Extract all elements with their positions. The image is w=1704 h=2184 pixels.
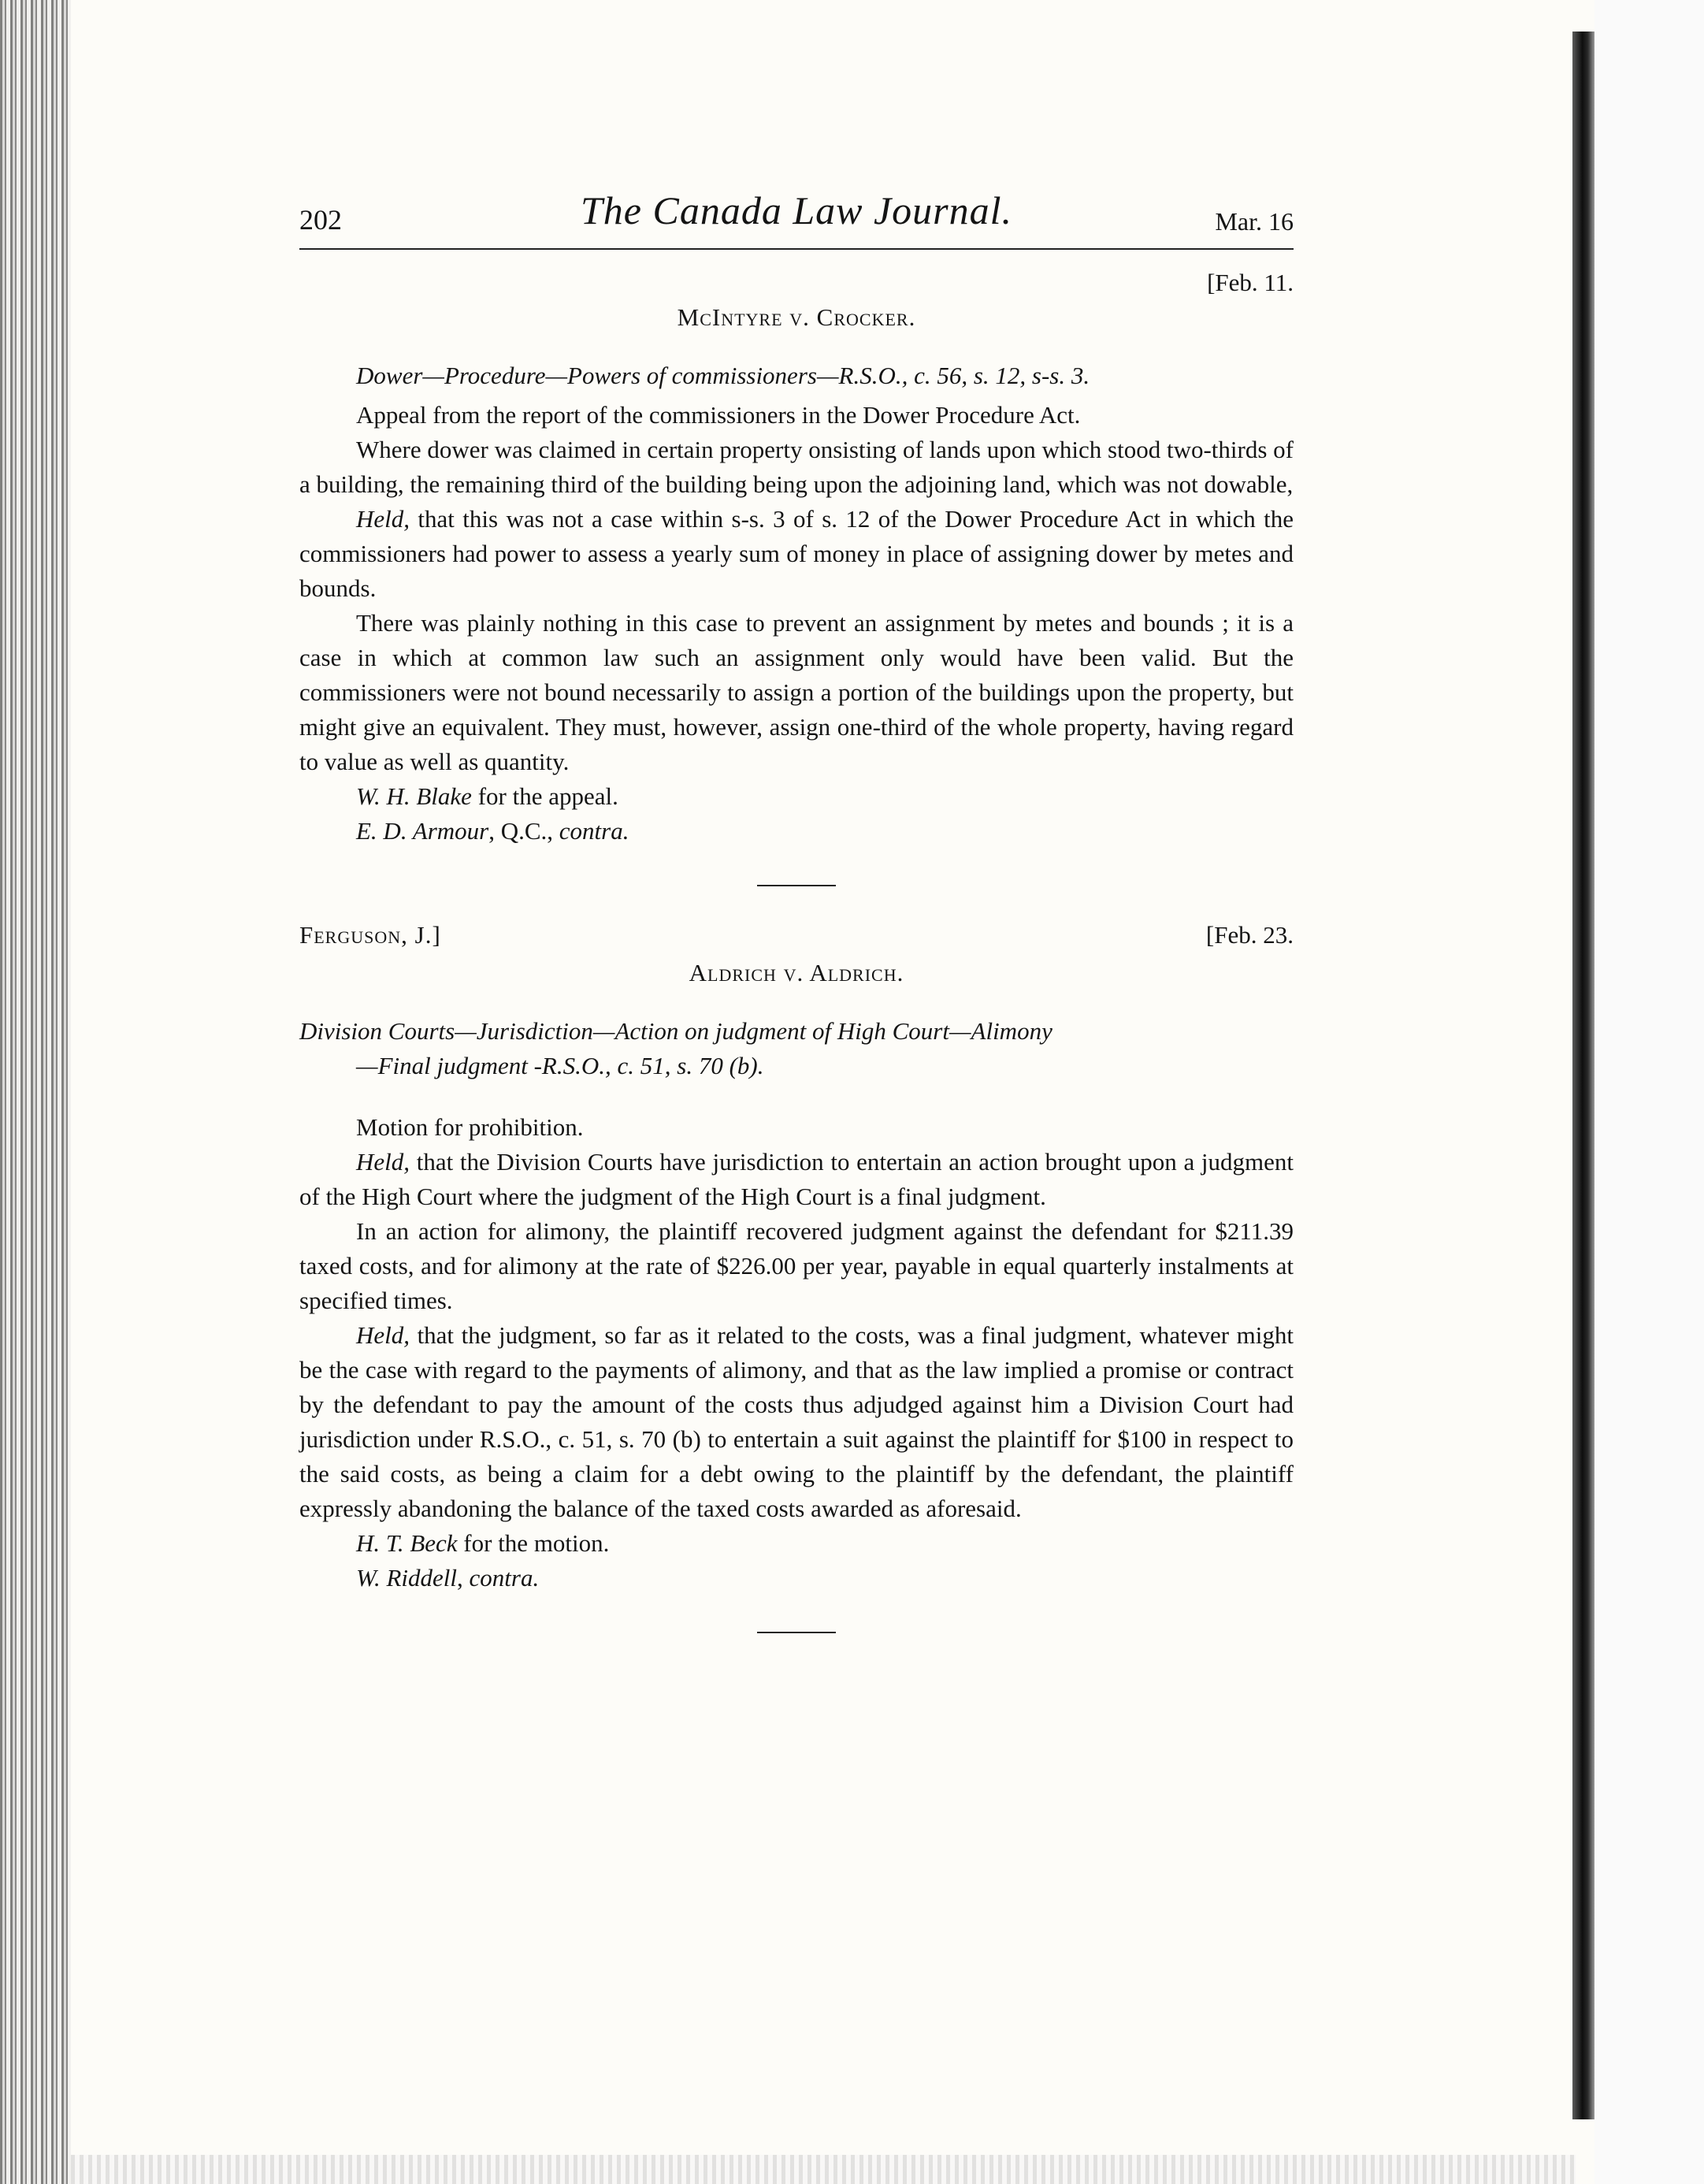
journal-title: The Canada Law Journal. (580, 188, 1013, 232)
case1-title: McIntyre v. Crocker. (677, 303, 916, 331)
case1-holding: that this was not a case within s-s. 3 of s. 12 of the Dower Procedure Act in which the commissioners had power to assess a yearly sum of money in place of assigning dower by metes and bounds. (299, 505, 1294, 602)
case1-headnote: Dower—Procedure—Powers of commissioners—R.S.O., c. 56, s. 12, s-s. 3. (356, 362, 1090, 389)
held-label: Held, (356, 1321, 410, 1349)
scan-page-edge (1572, 32, 1594, 2119)
case2-headnote-line1: Division Courts—Jurisdiction—Action on judgment of High Court—Alimony (299, 1017, 1052, 1045)
case2-title: Aldrich v. Aldrich. (689, 959, 904, 986)
case2-para-4: Held, that the judgment, so far as it related to the costs, was a final judgment, whatever might be the case with regard to the payments of alimony, and that as the law implied a promise or contract by the defendant to pay the amount of the costs thus adjudged against him a Division Court had jurisdiction under R.S.O., c. 51, s. 70 (b) to entertain a suit against the plaintiff for $100 in respect to the said costs, as being a claim for a debt owing to the plaintiff by the defendant, the plaintiff expressly abandoning the balance of the taxed costs awarded as aforesaid. (299, 1321, 1294, 1522)
counsel-name: E. D. Armour (356, 817, 489, 845)
case1-counsel-2: E. D. Armour, Q.C., contra. (356, 817, 629, 845)
end-divider (757, 1632, 836, 1633)
case1-para-3 (299, 502, 1294, 606)
issue-date: Mar. 16 (1215, 207, 1294, 236)
page-number: 202 (299, 204, 342, 236)
case2-headnote-line2: —Final judgment -R.S.O., c. 51, s. 70 (b). (356, 1052, 764, 1079)
journal-page (299, 188, 1294, 1665)
case2-court-line (299, 918, 1294, 953)
case1-para-1: Appeal from the report of the commissioners in the Dower Procedure Act. (356, 401, 1081, 429)
case1-counsel-1: W. H. Blake for the appeal. (356, 782, 618, 810)
case2-counsel-2: W. Riddell, contra. (356, 1564, 540, 1592)
running-head (299, 188, 1294, 250)
scan-binding-shadow (0, 0, 71, 2184)
held-label: Held, (356, 505, 410, 533)
scan-margin-right (1594, 0, 1704, 2184)
case2-para-1: Motion for prohibition. (356, 1113, 584, 1141)
case1-para-2: Where dower was claimed in certain property onsisting of lands upon which stood two-thirds of a building, the remaining third of the building being upon the adjoining land, which was not dowable, (299, 436, 1294, 498)
case2-date: [Feb. 23. (1205, 921, 1294, 949)
scan-bottom-edge (71, 2155, 1576, 2184)
case2-para-2: Held, that the Division Courts have jurisdiction to entertain an action brought upon a judgment of the High Court where the judgment of the High Court is a final judgment. (299, 1148, 1294, 1210)
case2-judge: Ferguson, J.] (299, 921, 441, 949)
counsel-name: W. H. Blake (356, 782, 472, 810)
case1-date: [Feb. 11. (1207, 269, 1294, 296)
case2-counsel-1: H. T. Beck for the motion. (356, 1529, 610, 1557)
counsel-name: H. T. Beck (356, 1529, 458, 1557)
counsel-name: W. Riddell (356, 1564, 458, 1592)
case1-para-4: There was plainly nothing in this case to prevent an assignment by metes and bounds ; it is a case in which at common law such an assignment only would have been valid. But the commissioners were not bound necessarily to assign a portion of the buildings upon the property, but might give an equivalent. They must, however, assign one-third of the whole property, having regard to value as well as quantity. (299, 609, 1294, 775)
held-label: Held, (356, 1148, 410, 1176)
case-divider (757, 885, 836, 886)
case2-para-3: In an action for alimony, the plaintiff recovered judgment against the defendant for $211.39 taxed costs, and for alimony at the rate of $226.00 per year, payable in equal quarterly instalments at specified times. (299, 1217, 1294, 1314)
